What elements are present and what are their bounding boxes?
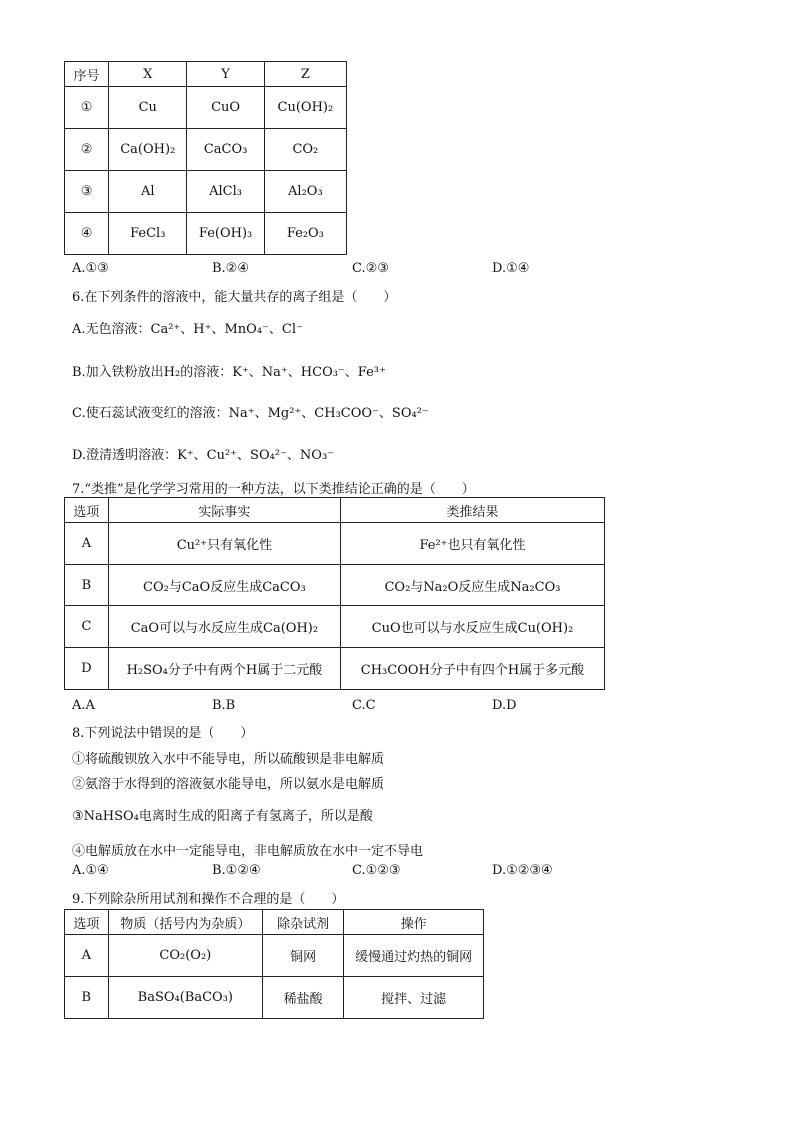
cell: Ca(OH)₂ xyxy=(109,129,187,171)
q7-stem: 7.“类推”是化学学习常用的一种方法，以下类推结论正确的是（ ） xyxy=(72,482,475,497)
table-header-row xyxy=(65,910,484,935)
table-row xyxy=(65,565,605,606)
table-header-row xyxy=(65,62,347,87)
q6-option-d: D.澄清透明溶液：K⁺、Cu²⁺、SO₄²⁻、NO₃⁻ xyxy=(72,448,335,463)
q8-stem: 8.下列说法中错误的是（ ） xyxy=(72,726,254,741)
cell: C xyxy=(65,606,109,648)
cell: D xyxy=(65,648,109,690)
cell: Al xyxy=(109,171,187,213)
table-row xyxy=(65,606,605,648)
cell: ② xyxy=(65,129,109,171)
cell: A xyxy=(65,935,109,977)
table-q7 xyxy=(64,497,605,690)
option-c: C.C xyxy=(352,698,376,713)
q8-statement-4: ④电解质放在水中一定能导电，非电解质放在水中一定不导电 xyxy=(72,844,424,859)
header-cell: 选项 xyxy=(65,910,109,935)
header-cell: 操作 xyxy=(344,910,484,935)
option-a: A.A xyxy=(72,698,95,713)
cell: ① xyxy=(65,87,109,129)
table-row xyxy=(65,171,347,213)
table-row xyxy=(65,213,347,255)
header-cell: X xyxy=(109,62,187,87)
option-a: A.①④ xyxy=(72,863,109,878)
cell: 稀盐酸 xyxy=(263,977,344,1019)
cell: CO₂与Na₂O反应生成Na₂CO₃ xyxy=(340,565,604,606)
q6-option-b: B.加入铁粉放出H₂的溶液：K⁺、Na⁺、HCO₃⁻、Fe³⁺ xyxy=(72,365,386,380)
header-cell: 物质（括号内为杂质） xyxy=(108,910,262,935)
table-row xyxy=(65,977,484,1019)
option-d: D.①②③④ xyxy=(492,863,553,878)
option-d: D.D xyxy=(492,698,517,713)
header-cell: 除杂试剂 xyxy=(263,910,344,935)
cell: 搅拌、过滤 xyxy=(344,977,484,1019)
cell: B xyxy=(65,977,109,1019)
q6-option-a: A.无色溶液：Ca²⁺、H⁺、MnO₄⁻、Cl⁻ xyxy=(72,322,303,337)
table-row xyxy=(65,129,347,171)
cell: 铜网 xyxy=(263,935,344,977)
cell: Cu²⁺只有氧化性 xyxy=(108,523,340,565)
header-cell: 类推结果 xyxy=(340,498,604,523)
cell: H₂SO₄分子中有两个H属于二元酸 xyxy=(108,648,340,690)
cell: B xyxy=(65,565,109,606)
header-cell: Z xyxy=(264,62,346,87)
cell: Cu xyxy=(109,87,187,129)
table-row xyxy=(65,935,484,977)
q8-statement-3: ③NaHSO₄电离时生成的阳离子有氢离子，所以是酸 xyxy=(72,809,373,824)
header-cell: 实际事实 xyxy=(108,498,340,523)
table-header-row xyxy=(65,498,605,523)
q6-option-c: C.使石蕊试液变红的溶液：Na⁺、Mg²⁺、CH₃COO⁻、SO₄²⁻ xyxy=(72,406,429,421)
cell: BaSO₄(BaCO₃) xyxy=(108,977,262,1019)
cell: CuO也可以与水反应生成Cu(OH)₂ xyxy=(340,606,604,648)
cell: 缓慢通过灼热的铜网 xyxy=(344,935,484,977)
cell: Fe(OH)₃ xyxy=(187,213,264,255)
table-q5 xyxy=(64,61,347,255)
header-cell: 序号 xyxy=(65,62,109,87)
option-c: C.②③ xyxy=(352,261,389,276)
cell: CuO xyxy=(187,87,264,129)
option-c: C.①②③ xyxy=(352,863,401,878)
cell: Al₂O₃ xyxy=(264,171,346,213)
cell: Cu(OH)₂ xyxy=(264,87,346,129)
header-cell: 选项 xyxy=(65,498,109,523)
option-b: B.②④ xyxy=(212,261,249,276)
cell: AlCl₃ xyxy=(187,171,264,213)
cell: Fe₂O₃ xyxy=(264,213,346,255)
cell: ④ xyxy=(65,213,109,255)
cell: CO₂ xyxy=(264,129,346,171)
table-row xyxy=(65,648,605,690)
header-cell: Y xyxy=(187,62,264,87)
table-row xyxy=(65,523,605,565)
option-d: D.①④ xyxy=(492,261,530,276)
option-b: B.①②④ xyxy=(212,863,261,878)
q8-statement-2: ②氨溶于水得到的溶液氨水能导电，所以氨水是电解质 xyxy=(72,777,385,792)
option-b: B.B xyxy=(212,698,236,713)
cell: CH₃COOH分子中有四个H属于多元酸 xyxy=(340,648,604,690)
cell: FeCl₃ xyxy=(109,213,187,255)
cell: CO₂(O₂) xyxy=(108,935,262,977)
cell: A xyxy=(65,523,109,565)
table-q9 xyxy=(64,909,484,1019)
q6-stem: 6.在下列条件的溶液中，能大量共存的离子组是（ ） xyxy=(72,290,397,305)
cell: CO₂与CaO反应生成CaCO₃ xyxy=(108,565,340,606)
cell: CaO可以与水反应生成Ca(OH)₂ xyxy=(108,606,340,648)
option-a: A.①③ xyxy=(72,261,109,276)
table-row xyxy=(65,87,347,129)
q9-stem: 9.下列除杂所用试剂和操作不合理的是（ ） xyxy=(72,892,345,907)
cell: Fe²⁺也只有氧化性 xyxy=(340,523,604,565)
cell: CaCO₃ xyxy=(187,129,264,171)
q8-statement-1: ①将硫酸钡放入水中不能导电，所以硫酸钡是非电解质 xyxy=(72,752,385,767)
cell: ③ xyxy=(65,171,109,213)
